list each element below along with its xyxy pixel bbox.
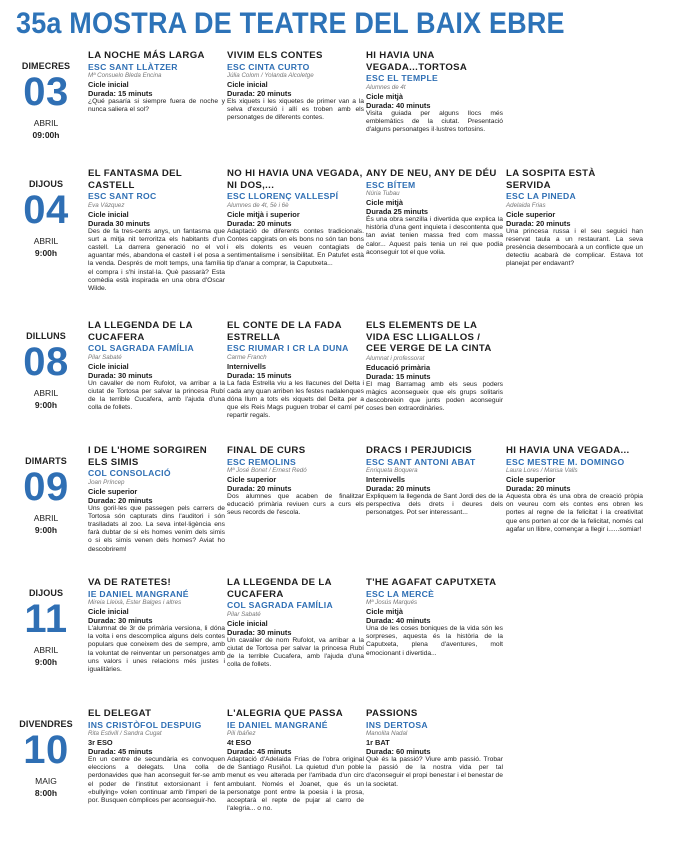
event-school: ESC CINTA CURTO — [227, 61, 310, 72]
event-authors: Pilar Sabaté — [227, 610, 261, 618]
event-level: Internivells — [366, 475, 406, 484]
event-card — [88, 320, 225, 412]
event-title: L'ALEGRIA QUE PASSA — [227, 708, 344, 719]
event-title: LA LLEGENDA DE LA CUCAFERA — [227, 577, 332, 600]
event-card — [506, 445, 643, 534]
event-level: Cicle mitjà — [366, 607, 403, 616]
event-card — [227, 168, 364, 269]
event-level: Internivells — [227, 361, 267, 371]
event-authors: Carme Franch — [227, 353, 267, 361]
event-level: Cicle inicial — [88, 607, 129, 616]
event-title: LA SOSPITA ESTÀ SERVIDA — [506, 168, 596, 191]
event-school: ESC BÍTEM — [366, 179, 416, 190]
event-title: PASSIONS — [366, 708, 418, 719]
event-title: VA DE RATETES! — [88, 577, 172, 588]
event-school: IE DANIEL MANGRANÉ — [227, 719, 328, 730]
weekday: DIJOUS — [28, 179, 64, 189]
event-duration: Durada 25 minuts — [366, 207, 429, 216]
event-description: ¿Qué pasaría si siempre fuera de noche y nunca saliera el sol? — [88, 98, 225, 114]
event-school: ESC SANT ANTONI ABAT — [366, 456, 476, 467]
start-time: 09:00h — [32, 130, 60, 140]
event-card — [227, 708, 364, 813]
date-block — [8, 320, 84, 436]
event-duration: Durada: 20 minuts — [506, 484, 571, 493]
date-block — [8, 577, 84, 707]
day-row — [0, 445, 673, 565]
event-duration: Durada: 20 minuts — [227, 89, 292, 98]
start-time: 9:00h — [34, 248, 58, 258]
event-title: EL DELEGAT — [88, 708, 152, 719]
event-description: La fada Estrella viu a les llacunes del Delta i cada any quan arriben les festes nadalenques dóna llum a tots els xiquets del Delta per a que els Reis Mags puguen trobar el camí per repartir regals. — [227, 379, 364, 420]
event-level: 4t ESO — [227, 738, 252, 747]
event-authors: Enriqueta Boquera — [366, 467, 418, 474]
event-card — [366, 708, 503, 789]
event-school: COL SAGRADA FAMÍLIA — [88, 343, 194, 353]
event-school: ESC LA MERCÈ — [366, 588, 435, 599]
event-level: Cicle superior — [506, 209, 556, 219]
event-card — [366, 577, 503, 658]
event-school: ESC EL TEMPLE — [366, 73, 439, 83]
day-row — [0, 50, 673, 146]
day-row — [0, 168, 673, 313]
day-row — [0, 708, 673, 842]
event-authors: Núria Tubau — [366, 190, 400, 197]
event-school: ESC MESTRE M. DOMINGO — [506, 456, 625, 467]
event-card — [88, 50, 225, 114]
event-level: Educació primària — [366, 362, 431, 372]
event-authors: Mireia Lleixà, Ester Balges i altres — [88, 599, 182, 606]
event-duration: Durada: 40 minuts — [366, 100, 431, 110]
day-number: 10 — [23, 728, 69, 772]
event-description: En un centre de secundària es convoquen eleccions a delegats. Una colla de perdonavides que han aconseguit fer-se amb el poder de l'institut extorsionant i fent «bullying» volen continuar amb l'imperi de la por. Busquen còmplices per aconseguir-ho. — [88, 756, 225, 805]
event-duration: Durada: 20 minuts — [366, 484, 431, 493]
event-duration: Durada: 20 minuts — [88, 495, 153, 505]
weekday: DIJOUS — [28, 588, 64, 598]
event-title: I DE L'HOME SORGIREN ELS SIMIS — [88, 445, 208, 468]
event-title: DRACS I PERJUDICIS — [366, 445, 472, 456]
event-level: Cicle mitjà — [366, 198, 403, 207]
event-duration: Durada: 15 minuts — [88, 89, 153, 98]
event-duration: Durada: 40 minuts — [366, 616, 431, 625]
event-duration: Durada: 15 minuts — [227, 370, 292, 380]
event-description: Visita guiada per alguns llocs més emblemàtics de la ciutat. Presentació d'alguns personatges il·lustres tortosins. — [366, 109, 503, 133]
event-title: HI HAVIA UNA VEGADA... — [506, 445, 630, 456]
event-title: VIVIM ELS CONTES — [227, 50, 323, 61]
event-level: 1r BAT — [366, 738, 390, 747]
event-title: LA NOCHE MÁS LARGA — [88, 50, 205, 61]
event-authors: Mª José Bonet / Ernest Redó — [227, 467, 307, 474]
event-description: És una obra senzilla i divertida que explica la història d'una gent inquieta i descontenta que tan aviat tenien massa fred com massa calor... Aquest país tenia un rei que podia aconseguir tot el que volia. — [366, 216, 503, 256]
event-card — [366, 168, 503, 257]
event-school: ESC RIUMAR I CR LA DUNA — [227, 343, 349, 353]
event-title: HI HAVIA UNA VEGADA...TORTOSA — [366, 50, 468, 73]
event-level: Cicle superior — [227, 475, 277, 484]
event-title: EL FANTASMA DEL CASTELL — [88, 168, 182, 191]
event-card — [506, 168, 643, 269]
event-card — [366, 320, 503, 413]
date-block — [8, 445, 84, 565]
month: ABRIL — [33, 118, 59, 128]
event-card — [227, 50, 364, 123]
event-card — [88, 708, 225, 805]
event-level: Cicle inicial — [88, 80, 129, 89]
event-description: Adaptació de diferents contes tradicionals. Contes capgirats on els bons no són tan bons i els dolents es veuen contagiats de sentimentalisme i sensibilitat. En Patufet està tip d'anar a comprar, la Caputxeta... — [227, 227, 364, 268]
event-duration: Durada: 20 minuts — [506, 218, 571, 228]
event-title: FINAL DE CURS — [227, 445, 306, 456]
event-duration: Durada: 45 minuts — [227, 747, 292, 756]
event-level: Cicle superior — [506, 475, 556, 484]
event-level: Cicle inicial — [88, 361, 129, 371]
day-number: 11 — [24, 597, 68, 641]
event-level: Cicle mitjà i superior — [227, 209, 300, 219]
event-card — [366, 50, 503, 134]
event-description: Un cavaller de nom Rufolot, va arribar a la ciutat de Tortosa per salvar la princesa Rubí de la terrible Cucafera, amb l'ajuda d'una colla de follets. — [88, 379, 225, 412]
event-title: LA LLEGENDA DE LA CUCAFERA — [88, 320, 193, 343]
event-school: COL SAGRADA FAMÍLIA — [227, 600, 333, 610]
month: ABRIL — [33, 513, 59, 523]
event-duration: Durada: 45 minuts — [88, 747, 153, 756]
event-authors: Mª Consuelo Bleda Encina — [88, 72, 162, 79]
event-authors: Manolita Nadal — [366, 730, 408, 737]
day-number: 08 — [23, 340, 69, 384]
weekday: DILLUNS — [26, 331, 66, 341]
event-card — [227, 445, 364, 518]
event-school: ESC LLORENÇ VALLESPÍ — [227, 191, 339, 201]
event-authors: Joan Príncep — [88, 478, 125, 486]
event-school: ESC SANT LLÀTZER — [88, 61, 178, 72]
event-card — [88, 168, 225, 293]
event-description: Una princesa russa i el seu seguici han reservat taula a un restaurant. La seva presència desembocarà a un conflicte que un detectiu acabarà de complicar. Estava tot planejat per endavant? — [506, 227, 643, 268]
day-number: 04 — [23, 188, 69, 232]
event-authors: Pili Ibáñez — [227, 730, 256, 737]
event-authors: Alumnat i professorat — [366, 354, 425, 362]
event-duration: Durada: 30 minuts — [88, 616, 153, 625]
event-title: EL CONTE DE LA FADA ESTRELLA — [227, 320, 342, 343]
month: MAIG — [35, 776, 57, 786]
weekday: DIMECRES — [21, 61, 71, 71]
event-duration: Durada: 60 minuts — [366, 747, 431, 756]
event-school: COL CONSOLACIÓ — [88, 468, 171, 478]
event-school: ESC REMOLINS — [227, 456, 297, 467]
month: ABRIL — [33, 388, 59, 398]
page-title: 35a MOSTRA DE TEATRE DEL BAIX EBRE — [16, 7, 565, 40]
weekday: DIMARTS — [25, 456, 67, 466]
event-school: IE DANIEL MANGRANÉ — [88, 588, 189, 599]
event-title: T'HE AGAFAT CAPUTXETA — [366, 577, 497, 588]
event-authors: Rita Estivill / Sandra Cugat — [88, 730, 162, 737]
event-authors: Alumnes de 4t, 5è i 6è — [227, 201, 289, 209]
event-description: Dos alumnes que acaben de finalitzar educació primària reviuen curs a curs els seus records de l'escola. — [227, 493, 364, 517]
event-description: Un cavaller de nom Rufolot, va arribar a la ciutat de Tortosa per salvar la princesa Rubí de la terrible Cucafera, amb l'ajuda d'una colla de follets. — [227, 636, 364, 669]
start-time: 9:00h — [34, 657, 58, 667]
day-row — [0, 577, 673, 707]
event-duration: Durada: 15 minuts — [366, 371, 431, 381]
event-authors: Laura Lores / Marisa Valls — [506, 467, 578, 474]
event-authors: Adelaida Frias — [506, 201, 546, 209]
day-row — [0, 320, 673, 436]
event-title: NO HI HAVIA UNA VEGADA, NI DOS,... — [227, 168, 363, 191]
event-description: Expliquem la llegenda de Sant Jordi des de la perspectiva dels drets i deures dels personatges. Pot ser interessant... — [366, 493, 503, 517]
event-description: Des de fa tres-cents anys, un fantasma que surt a mitja nit terroritza els habitants d'un castell. La darrera generació no el vol aguantar més, abandona el castell i el posa a la venda. Després de molt temps, una família el compra i s'hi instal·la. Què passarà? Esta comèdia està inspirada en una obra d'Oscar Wilde. — [88, 227, 225, 292]
date-block — [8, 168, 84, 313]
event-authors: Mª Josús Marqués — [366, 599, 418, 606]
event-level: 3r ESO — [88, 738, 113, 747]
event-authors: Eva Vázquez — [88, 201, 125, 209]
event-description: L'alumnat de 3r de primària versiona, li dóna la volta i ens descomplica alguns dels contes populars que coneixem des de sempre, amb la voluntat de reinventar un personatges amb uns valors i unes relacions més justes i igualitàries. — [88, 625, 225, 674]
event-authors: Júlia Colom / Yolanda Alcoletge — [227, 72, 314, 79]
event-duration: Durada: 30 minuts — [227, 627, 292, 637]
event-level: Cicle inicial — [227, 618, 268, 628]
weekday: DIVENDRES — [19, 719, 73, 729]
event-school: INS DERTOSA — [366, 719, 428, 730]
event-title: ELS ELEMENTS DE LA VIDA ESC LLIGALLOS / CEE VERGE DE LA CINTA — [366, 320, 492, 354]
month: ABRIL — [33, 645, 59, 655]
event-level: Cicle inicial — [227, 80, 268, 89]
day-number: 09 — [23, 465, 69, 509]
event-card — [88, 445, 225, 554]
event-school: ESC SANT ROC — [88, 191, 157, 201]
event-duration: Durada 30 minuts — [88, 218, 151, 228]
event-school: ESC LA PINEDA — [506, 191, 576, 201]
date-block — [8, 708, 84, 842]
event-authors: Alumnes de 4t — [366, 83, 406, 91]
start-time: 9:00h — [34, 400, 58, 410]
event-level: Cicle inicial — [88, 209, 129, 219]
month: ABRIL — [33, 236, 59, 246]
event-description: El mag Barramag amb els seus poders màgics aconsegueix que els grups solitaris descobreixin que junts poden aconseguir coses ben extraordinàries. — [366, 380, 503, 413]
event-duration: Durada: 20 minuts — [227, 218, 292, 228]
event-description: Uns goril·les que passegen pels carrers de Tortosa són capturats dins l'auditori i són traslladats al zoo. La seva intel·ligència ens farà dubtar de si els homes venim dels simis o si els simis venen dels homes? Aviat ho descobrirem! — [88, 504, 225, 553]
event-card — [227, 577, 364, 669]
day-number: 03 — [23, 70, 69, 114]
event-description: Els xiquets i les xiquetes de primer van a la selva d'excursió i allí es troben amb els personatges de diferents contes. — [227, 98, 364, 122]
event-title: ANY DE NEU, ANY DE DÉU — [366, 168, 497, 179]
start-time: 9:00h — [34, 525, 58, 535]
event-duration: Durada: 20 minuts — [227, 484, 292, 493]
event-duration: Durada: 30 minuts — [88, 370, 153, 380]
date-block — [8, 50, 84, 146]
event-card — [227, 320, 364, 421]
event-level: Cicle mitjà — [366, 91, 403, 101]
event-description: Què és la passió? Viure amb passió. Trobar la passió de la nostra vida per tal d'aconseguir el propi benestar i el benestar de la societat. — [366, 756, 503, 788]
event-description: Aquesta obra és una obra de creació pròpia on veureu com els contes ens obren les portes al regne de la felicitat i la creativitat que ens porten al cor de la felicitat, només cal agafar un llibre, començar a llegir i......somiar! — [506, 493, 643, 533]
event-card — [366, 445, 503, 518]
event-description: Adaptació d'Adelaida Frias de l'obra original de Santiago Rusiñol. La quietud d'un poble menut es veu alterada per l'arribada d'un circ ambulant. Només el Joanet, que és un personatge pont entre la poesia i la prosa, acceptarà el repte de pujar al carro de l'alegria... o no. — [227, 756, 364, 813]
event-description: Una de les coses boniques de la vida són les sorpreses, aquesta és la història de la Caputxeta, plena d'aventures, molt emocionant i divertida... — [366, 625, 503, 657]
event-card — [88, 577, 225, 674]
event-school: INS CRISTÒFOL DESPUIG — [88, 719, 202, 730]
event-authors: Pilar Sabaté — [88, 353, 122, 361]
event-level: Cicle superior — [88, 486, 138, 496]
start-time: 8:00h — [34, 788, 58, 798]
